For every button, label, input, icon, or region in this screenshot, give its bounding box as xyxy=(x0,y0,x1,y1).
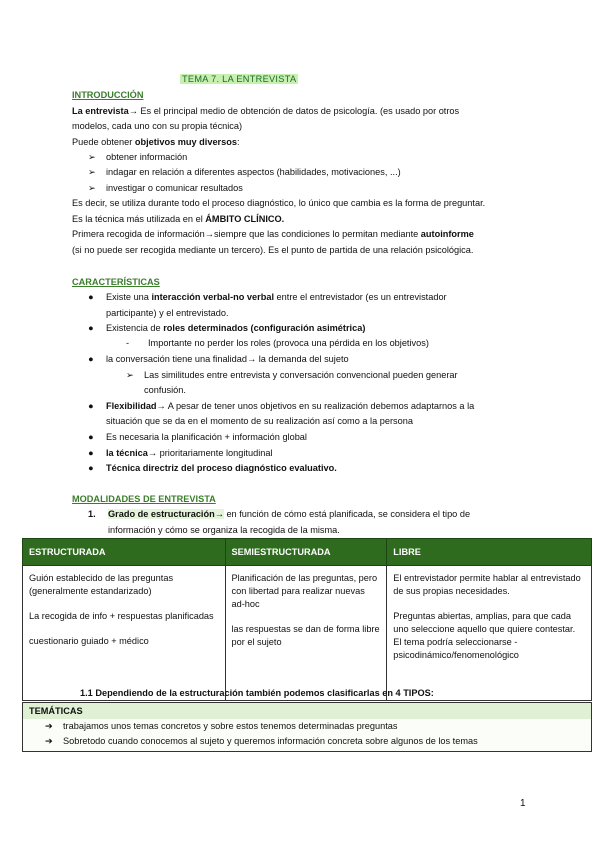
tematicas-item: ➔ trabajamos unos temas concretos y sobre estos tenemos determinadas preguntas xyxy=(23,719,591,734)
arrowhead-bullet-icon: ➢ xyxy=(126,370,134,380)
sub-item: - Importante no perder los roles (provoca una pérdida en los objetivos) xyxy=(126,336,429,352)
page-title: TEMA 7. LA ENTREVISTA xyxy=(182,74,297,84)
bullet-dot-icon: ● xyxy=(88,463,94,473)
intro-line-2: modelos, cada uno con su propia técnica) xyxy=(72,121,243,131)
bullet-dot-icon: ● xyxy=(88,292,94,302)
dash-bullet-icon: - xyxy=(126,338,130,348)
intro-line-3: Puede obtener objetivos muy diversos: xyxy=(72,137,240,147)
tematicas-box xyxy=(22,702,592,752)
arrow-right-icon: ➔ xyxy=(45,721,53,731)
page-number: 1 xyxy=(520,798,526,809)
table-cell: El entrevistador permite hablar al entrevistado de sus propias necesidades. Preguntas abiertas, amplias, para que cada uno seleccione aquello que quiere contestar. El tema podría seleccionarse -psicodinámico/fenomenológico xyxy=(387,566,592,701)
sub-item-cont: confusión. xyxy=(144,385,186,395)
intro-bullet: ➢ investigar o comunicar resultados xyxy=(88,181,243,197)
bullet-dot-icon: ● xyxy=(88,323,94,333)
section-heading-intro: INTRODUCCIÓN xyxy=(72,90,144,100)
arrowhead-bullet-icon: ➢ xyxy=(88,152,96,162)
intro-line-7: (si no puede ser recogida mediante un tercero). Es el punto de partida de una relación psicológica. xyxy=(72,245,474,255)
bullet-dot-icon: ● xyxy=(88,448,94,458)
arrowhead-bullet-icon: ➢ xyxy=(88,183,96,193)
list-item: ● la técnica→ prioritariamente longitudinal xyxy=(88,446,273,462)
comparison-table xyxy=(22,538,592,701)
list-item: ● Es necesaria la planificación + información global xyxy=(88,430,307,446)
section-heading-modalidades: MODALIDADES DE ENTREVISTA xyxy=(72,494,216,504)
table-cell: Guión establecido de las preguntas (generalmente estandarizado) La recogida de info + respuestas planificadas cuestionario guiado + médico xyxy=(23,566,226,701)
table-header: SEMIESTRUCTURADA xyxy=(225,539,387,566)
numbered-item: 1. Grado de estructuración→ en función de cómo está planificada, se considera el tipo de xyxy=(88,509,471,519)
table-header: ESTRUCTURADA xyxy=(23,539,226,566)
intro-line-6: Primera recogida de información→siempre que las condiciones lo permitan mediante autoinforme xyxy=(72,229,474,239)
tematicas-title: TEMÁTICAS xyxy=(23,703,591,719)
list-item-cont: situación que se da en el momento de su realización así como a la persona xyxy=(106,416,413,426)
bullet-dot-icon: ● xyxy=(88,354,94,364)
intro-line-4: Es decir, se utiliza durante todo el proceso diagnóstico, lo único que cambia es la forma de preguntar. xyxy=(72,198,486,208)
sub-item: ➢ Las similitudes entre entrevista y conversación convencional pueden generar xyxy=(126,368,458,384)
bullet-dot-icon: ● xyxy=(88,401,94,411)
list-item: ● Flexibilidad→ A pesar de tener unos objetivos en su realización debemos adaptarnos a la xyxy=(88,399,474,415)
subheading: 1.1 Dependiendo de la estructuración también podemos clasificarlas en 4 TIPOS: xyxy=(80,688,434,698)
list-item-cont: participante) y el entrevistado. xyxy=(106,308,229,318)
table-cell: Planificación de las preguntas, pero con libertad para realizar nuevas ad-hoc las respuestas se dan de forma libre por el sujeto xyxy=(225,566,387,701)
arrow-right-icon: ➔ xyxy=(45,736,53,746)
section-heading-caracteristicas: CARACTERÍSTICAS xyxy=(72,277,160,287)
intro-line-1: La entrevista→ Es el principal medio de obtención de datos de psicología. (es usado por otros xyxy=(72,106,460,116)
list-item: ● Existencia de roles determinados (configuración asimétrica) xyxy=(88,321,365,337)
intro-bullet: ➢ indagar en relación a diferentes aspectos (habilidades, motivaciones, ...) xyxy=(88,165,401,181)
bullet-dot-icon: ● xyxy=(88,432,94,442)
list-item: ● Existe una interacción verbal-no verbal entre el entrevistador (es un entrevistador xyxy=(88,290,447,306)
arrowhead-bullet-icon: ➢ xyxy=(88,167,96,177)
list-item: ● la conversación tiene una finalidad→ la demanda del sujeto xyxy=(88,352,349,368)
intro-line-5: Es la técnica más utilizada en el ÁMBITO CLÍNICO. xyxy=(72,214,285,224)
intro-bullet: ➢ obtener información xyxy=(88,150,187,166)
tematicas-item: ➔ Sobretodo cuando conocemos al sujeto y queremos información concreta sobre algunos de los temas xyxy=(23,734,591,749)
list-item: ● Técnica directriz del proceso diagnóstico evaluativo. xyxy=(88,461,337,477)
numbered-item-cont: información y cómo se organiza la recogida de la misma. xyxy=(108,525,340,535)
table-header: LIBRE xyxy=(387,539,592,566)
